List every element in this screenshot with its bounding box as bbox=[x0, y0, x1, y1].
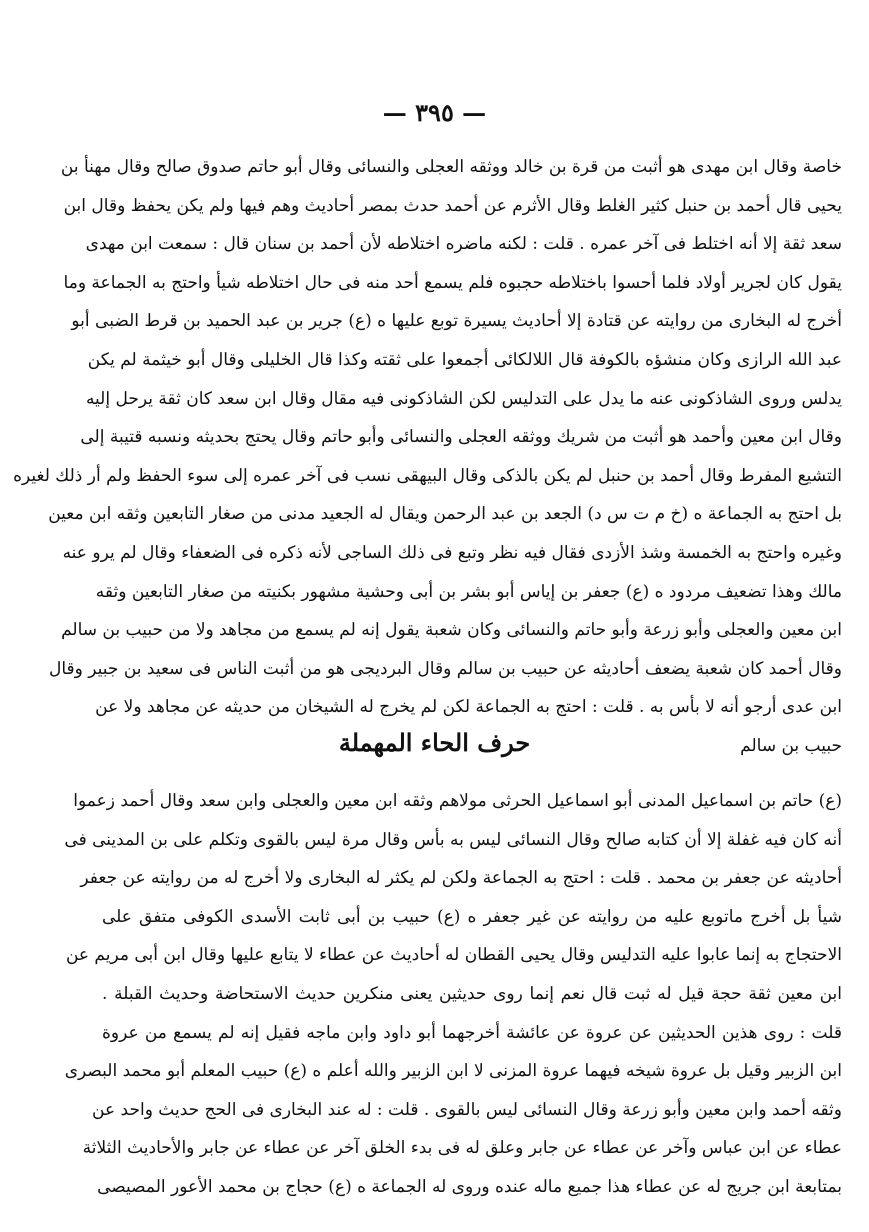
text-line: ابن معين ثقة حجة قيل له ثبت قال نعم إنما روى حديثين يعنى منكرين حديث الاستحاضة وحديث القبلة . bbox=[102, 983, 842, 1004]
text-line: بل احتج به الجماعة ه (خ م ت س د) الجعد بن عبد الرحمن ويقال له الجعيد مدنى من صغار التابعين وثقه ابن معين bbox=[48, 504, 842, 525]
text-line: الاحتجاج به إنما عابوا عليه التدليس وقال يحيى القطان له أحاديث عن عطاء لا يتابع عليها وقال ابن أبى مريم عن bbox=[65, 945, 842, 966]
text-line: عبد الله الرازى وكان منشؤه بالكوفة قال اللالكائى أجمعوا على ثقته وكذا قال الخليلى وقال أبو خيثمة لم يكن bbox=[87, 349, 842, 370]
text-line: التشيع المفرط وقال أحمد بن حنبل لم يكن بالذكى وقال البيهقى نسب فى آخر عمره إلى سوء الحفظ ولم أر ذلك لغيره bbox=[13, 465, 842, 486]
text-line: مالك وهذا تضعيف مردود ه (ع) جعفر بن إياس أبو بشر بن أبى وحشية مشهور بكنيته من صغار التابعين وثقه bbox=[95, 581, 842, 602]
text-line: يحيى قال أحمد بن حنبل كثير الغلط وقال الأثرم عن أحمد حدث بمصر أحاديث وهم فيها ولم يكن يحفظ وقال ابن bbox=[63, 195, 842, 216]
text-line: ابن معين والعجلى وأبو زرعة وأبو حاتم والنسائى وكان شعبة يقول إنه لم يسمع من مجاهد ولا من حبيب بن سالم bbox=[61, 620, 842, 641]
text-line: يدلس وروى الشاذكونى عنه ما يدل على التدليس لكن الشاذكونى فيه مقال وقال ابن سعد كان ثقة يرحل إليه bbox=[85, 388, 842, 409]
text-line: قلت : روى هذين الحديثين عن عروة عن عائشة أخرجهما أبو داود وابن ماجه فقيل إنه لم يسمع من عروة bbox=[102, 1022, 842, 1043]
text-line: وقال أحمد كان شعبة يضعف أحاديثه عن حبيب بن سالم وقال البرديجى هو من أثبت الناس فى سعيد بن جبير وقال bbox=[49, 658, 842, 679]
text-line: حبيب بن سالم bbox=[740, 735, 842, 756]
text-line: خاصة وقال ابن مهدى هو أثبت من قرة بن خالد ووثقه العجلى والنسائى وقال أبو حاتم صدوق صالح وقال مهنأ بن bbox=[60, 157, 842, 177]
text-line: وثقه أحمد وابن معين وأبو زرعة وقال النسائى ليس بالقوى . قلت : له عند البخارى فى الحج حديث واحد عن bbox=[92, 1099, 842, 1120]
text-line: وقال ابن معين وأحمد هو أثبت من شريك ووثقه العجلى والنسائى وأبو حاتم وقال يحتج بحديثه ونسبه قتيبة إلى bbox=[80, 427, 842, 448]
paragraph-1 bbox=[13, 148, 842, 766]
text-line: عطاء عن ابن عباس وآخر عن عطاء عن جابر وعلق له فى بدء الخلق آخر عن عطاء عن جابر والأحاديث الثلاثة bbox=[82, 1138, 842, 1159]
text-line: ابن الزبير وقيل بل عروة شيخه فيهما عروة المزنى لا ابن الزبير والله أعلم ه (ع) حبيب المعلم أبو محمد البصرى bbox=[64, 1061, 842, 1082]
section-title: حرف الحاء المهملة bbox=[338, 728, 531, 757]
text-line: شيأ بل أخرج ماتوبع عليه من روايته عن غير جعفر ه (ع) حبيب بن أبى ثابت الأسدى الكوفى متفق على bbox=[102, 906, 842, 927]
text-line: أنه كان فيه غفلة إلا أن كتابه صالح وقال النسائى ليس به بأس وقال مرة ليس بالقوى وتكلم على بن المدينى فى bbox=[64, 829, 842, 850]
text-line: أحاديثه عن جعفر بن محمد . قلت : احتج به الجماعة ولكن لم يكثر له البخارى ولا أخرج له من روايته عن جعفر bbox=[80, 868, 842, 889]
text-line: وغيره واحتج به الخمسة وشذ الأزدى فقال فيه نظر وتبع فى ذلك الساجى لأنه ذكره فى الضعفاء وقال لم يرو عنه bbox=[62, 542, 842, 563]
text-line: (ع) حاتم بن اسماعيل المدنى أبو اسماعيل الحرثى مولاهم وثقه ابن معين والعجلى وابن سعد وقال أحمد زعموا bbox=[73, 791, 842, 811]
text-line: يقول كان لجرير أولاد فلما أحسوا باختلاطه حجبوه فلم يسمع أحد منه فى حال اختلاطه شيأ واحتج به الجماعة وما bbox=[63, 272, 842, 293]
text-line: ابن عدى أرجو أنه لا بأس به . قلت : احتج به الجماعة لكن لم يخرج له الشيخان من حديثه عن مجاهد ولا عن bbox=[95, 697, 842, 718]
paragraph-2 bbox=[64, 782, 842, 1207]
page-number: — ٣٩٥ — bbox=[382, 98, 487, 127]
text-line: بمتابعة ابن جريج له عن عطاء هذا جميع ماله عنده وروى له الجماعة ه (ع) حجاج بن محمد الأعور المصيصى bbox=[97, 1176, 842, 1197]
text-line: سعد ثقة إلا أنه اختلط فى آخر عمره . قلت : لكنه ماضره اختلاطه لأن أحمد بن سنان قال : سمعت ابن مهدى bbox=[85, 234, 842, 255]
text-line: أخرج له البخارى من روايته عن قتادة إلا أحاديث يسيرة توبع عليها ه (ع) جرير بن عبد الحميد بن قرط الضبى أبو bbox=[71, 311, 842, 332]
